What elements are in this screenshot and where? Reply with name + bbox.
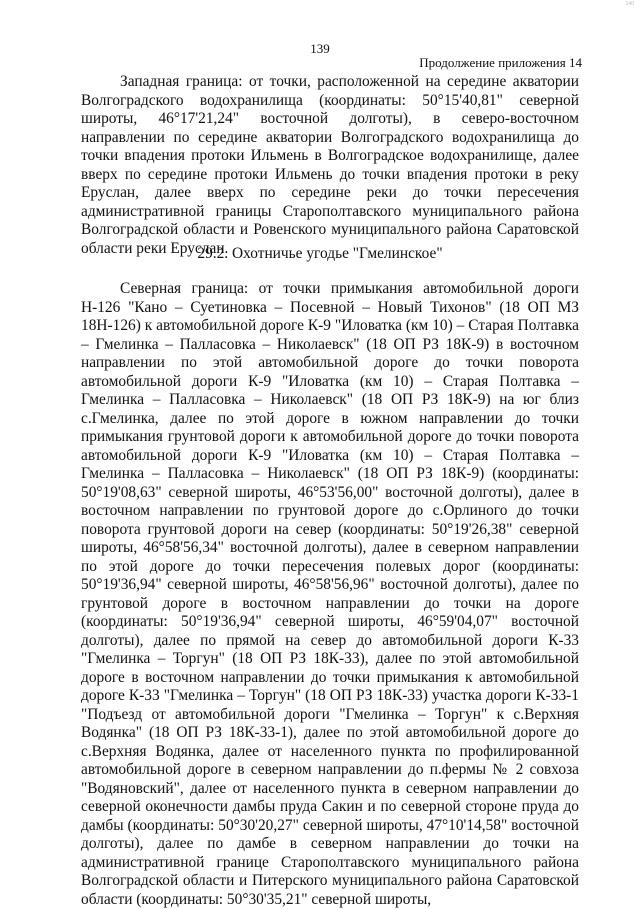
page-number: 139 — [310, 41, 330, 56]
appendix-continuation-note: Продолжение приложения 14 — [419, 55, 582, 70]
section-heading: 29.2. Охотничье угодье "Гмелинское" — [197, 245, 443, 262]
northern-boundary-paragraph: Северная граница: от точки примыкания автомобильной дороги Н-126 "Кано – Суетиновка – Посевной – Новый Тихонов" (18 ОП МЗ 18Н-126) к автомобильной дороге К-9 "Иловатка (км 10) – Старая Полтавка – Гмелинка – Палласовка – Николаевск" (18 ОП РЗ 18К-9) в восточном направлении по этой автомобильной дороге до точки поворота автомобильной дороги К-9 "Иловатка (км 10) – Старая Полтавка – Гмелинка – Палласовка – Николаевск" (18 ОП РЗ 18К-9) на юг близ с.Гмелинка, далее по этой дороге в южном направлении до точки примыкания грунтовой дороги к автомобильной дороге до точки поворота автомобильной дороги К-9 "Иловатка (км 10) – Старая Полтавка – Гмелинка – Палласовка – Николаевск" (18 ОП РЗ 18К-9) (координаты: 50°19'08,63" северной широты, 46°53'56,00" восточной долготы), далее в восточном направлении по грунтовой дороге до с.Орлиного до точки поворота грунтовой дороги на север (координаты: 50°19'26,38" северной широты, 46°58'56,34" восточной долготы), далее в северном направлении по этой дороге до точки пересечения полевых дорог (координаты: 50°19'36,94" северной широты, 46°58'56,96" восточной долготы), далее по грунтовой дороге в восточном направлении до точки на дороге (координаты: 50°19'36,94" северной широты, 46°59'04,07" восточной долготы), далее по прямой на север до автомобильной дороги К-33 "Гмелинка – Торгун" (18 ОП РЗ 18К-33), далее по этой автомобильной дороге в восточном направлении до точки примыкания к автомобильной дороге К-33 "Гмелинка – Торгун" (18 ОП РЗ 18К-33) участка дороги К-33-1 "Подъезд от автомобильной дороги "Гмелинка – Торгун" к с.Верхняя Водянка" (18 ОП РЗ 18К-33-1), далее по этой автомобильной дороге до с.Верхняя Водянка, далее от населенного пункта по профилированной автомобильной дороге в северном направлении до п.фермы № 2 совхоза "Водяновский", далее от населенного пункта в северном направлении до северной оконечности дамбы пруда Сакин и по северной стороне пруда до дамбы (координаты: 50°30'20,27" северной широты, 47°10'14,58" восточной долготы), далее по дамбе в северном направлении до точки на административной границе Старополтавского муниципального района Волгоградской области и Питерского муниципального района Саратовской области (координаты: 50°30'35,21" северной широты, — [81, 280, 579, 908]
western-boundary-paragraph: Западная граница: от точки, расположенной на середине акватории Волгоградского водохранилища (координаты: 50°15'40,81" северной широты, 46°17'21,24" восточной долготы), в северо-восточном направлении по середине акватории Волгоградского водохранилища до точки впадения протоки Ильмень в Волгоградское водохранилище, далее вверх по середине протоки Ильмень до точки впадения протоки в реку Еруслан, далее вверх по середине реки до точки пересечения административной границы Старополтавского муниципального района Волгоградской области и Ровенского муниципального района Саратовской области реки Еруслан. — [81, 73, 579, 257]
corner-mark: 140 — [625, 1, 634, 7]
